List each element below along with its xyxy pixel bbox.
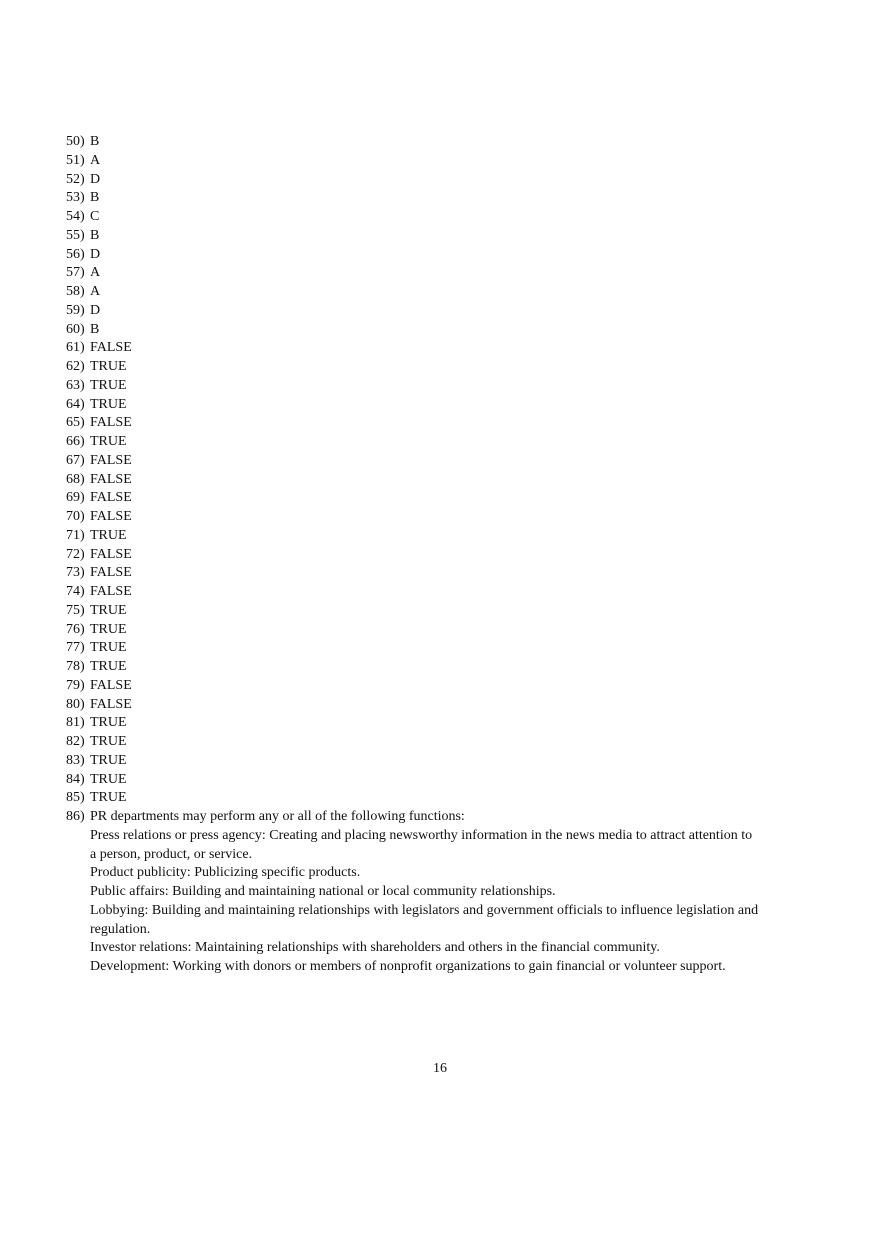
answer-value: FALSE bbox=[90, 696, 132, 712]
answer-number: 85) bbox=[66, 790, 85, 806]
answer-number: 55) bbox=[66, 227, 85, 243]
answer-value: TRUE bbox=[90, 771, 127, 787]
answer-value: TRUE bbox=[90, 359, 127, 374]
page-number: 16 bbox=[433, 1061, 447, 1076]
answer-value: TRUE bbox=[90, 659, 127, 674]
answer-row bbox=[66, 789, 786, 808]
answer-value: TRUE bbox=[90, 734, 127, 749]
answer-value: TRUE bbox=[90, 752, 127, 768]
answer-value: FALSE bbox=[90, 415, 132, 431]
essay-intro: PR departments may perform any or all of the following functions: bbox=[90, 809, 465, 824]
answer-value: C bbox=[90, 209, 100, 224]
answer-number: 52) bbox=[66, 171, 85, 187]
answer-row bbox=[66, 396, 786, 415]
answer-value: TRUE bbox=[90, 640, 127, 656]
essay-number: 86) bbox=[66, 809, 85, 824]
answer-number: 79) bbox=[66, 677, 85, 693]
answer-number: 65) bbox=[66, 415, 85, 431]
answer-row bbox=[66, 527, 786, 546]
answer-row bbox=[66, 733, 786, 752]
answer-value: D bbox=[90, 302, 101, 318]
answer-number: 50) bbox=[66, 134, 85, 149]
answer-number: 77) bbox=[66, 640, 85, 656]
essay-line-lobbying: Lobbying: Building and maintaining relationships with legislators and government officials to influence legislation and regulation. bbox=[90, 902, 759, 937]
answer-value: B bbox=[90, 227, 100, 243]
answer-row bbox=[66, 414, 786, 433]
answer-number: 66) bbox=[66, 434, 85, 449]
answer-row bbox=[66, 302, 786, 321]
answer-row bbox=[66, 602, 786, 621]
answer-value: TRUE bbox=[90, 715, 127, 731]
answer-number: 71) bbox=[66, 527, 85, 543]
answer-value: FALSE bbox=[90, 677, 132, 693]
essay-line-press-relations: Press relations or press agency: Creating and placing newsworthy information in the news media to attract attention to a person, product, or service. bbox=[90, 827, 753, 862]
answer-number: 74) bbox=[66, 584, 85, 599]
answer-key bbox=[66, 133, 786, 977]
answer-row bbox=[66, 508, 786, 527]
answer-number: 58) bbox=[66, 284, 85, 299]
answer-value: B bbox=[90, 190, 100, 206]
answer-number: 84) bbox=[66, 771, 85, 787]
answer-number: 76) bbox=[66, 621, 85, 637]
answer-value: TRUE bbox=[90, 396, 127, 412]
answer-row bbox=[66, 564, 786, 583]
answer-number: 61) bbox=[66, 340, 85, 356]
answer-row bbox=[66, 377, 786, 396]
answer-row bbox=[66, 546, 786, 565]
answer-number: 56) bbox=[66, 246, 85, 262]
answer-row bbox=[66, 639, 786, 658]
answer-number: 67) bbox=[66, 452, 85, 468]
answer-number: 64) bbox=[66, 396, 85, 412]
answer-number: 81) bbox=[66, 715, 85, 731]
answer-value: TRUE bbox=[90, 602, 127, 618]
answer-row bbox=[66, 264, 786, 283]
answer-value: FALSE bbox=[90, 452, 132, 468]
answer-value: FALSE bbox=[90, 546, 132, 562]
answer-value: TRUE bbox=[90, 621, 127, 637]
answer-list bbox=[66, 133, 786, 808]
answer-number: 69) bbox=[66, 490, 85, 506]
answer-number: 75) bbox=[66, 602, 85, 618]
answer-number: 54) bbox=[66, 209, 85, 224]
essay-line-investor-relations: Investor relations: Maintaining relationships with shareholders and others in the financial community. bbox=[90, 940, 660, 956]
answer-row bbox=[66, 283, 786, 302]
answer-row bbox=[66, 452, 786, 471]
answer-row bbox=[66, 471, 786, 490]
essay-answer bbox=[66, 808, 786, 977]
answer-row bbox=[66, 696, 786, 715]
answer-number: 57) bbox=[66, 265, 85, 281]
answer-row bbox=[66, 358, 786, 377]
answer-value: TRUE bbox=[90, 377, 127, 393]
answer-row bbox=[66, 433, 786, 452]
answer-row bbox=[66, 583, 786, 602]
answer-value: TRUE bbox=[90, 434, 127, 449]
answer-number: 60) bbox=[66, 321, 85, 337]
answer-row bbox=[66, 189, 786, 208]
answer-value: FALSE bbox=[90, 340, 132, 356]
answer-row bbox=[66, 321, 786, 340]
answer-number: 62) bbox=[66, 359, 85, 374]
essay-line-development: Development: Working with donors or members of nonprofit organizations to gain financial or volunteer support. bbox=[90, 959, 726, 974]
answer-row bbox=[66, 658, 786, 677]
answer-row bbox=[66, 208, 786, 227]
answer-value: TRUE bbox=[90, 790, 127, 806]
answer-number: 78) bbox=[66, 659, 85, 674]
answer-value: FALSE bbox=[90, 471, 132, 487]
answer-number: 70) bbox=[66, 509, 85, 524]
answer-number: 73) bbox=[66, 565, 85, 581]
answer-value: D bbox=[90, 171, 101, 187]
answer-row bbox=[66, 714, 786, 733]
answer-value: B bbox=[90, 321, 100, 337]
answer-row bbox=[66, 677, 786, 696]
answer-number: 63) bbox=[66, 377, 85, 393]
answer-value: FALSE bbox=[90, 584, 132, 599]
answer-row bbox=[66, 621, 786, 640]
essay-body bbox=[90, 808, 760, 977]
answer-row bbox=[66, 227, 786, 246]
answer-row bbox=[66, 133, 786, 152]
answer-number: 68) bbox=[66, 471, 85, 487]
answer-number: 82) bbox=[66, 734, 85, 749]
answer-row bbox=[66, 339, 786, 358]
answer-value: TRUE bbox=[90, 527, 127, 543]
answer-number: 83) bbox=[66, 752, 85, 768]
answer-row bbox=[66, 246, 786, 265]
answer-number: 59) bbox=[66, 302, 85, 318]
answer-value: A bbox=[90, 265, 101, 281]
answer-row bbox=[66, 489, 786, 508]
answer-row bbox=[66, 771, 786, 790]
essay-line-public-affairs: Public affairs: Building and maintaining national or local community relationships. bbox=[90, 884, 556, 899]
answer-value: D bbox=[90, 246, 101, 262]
answer-row bbox=[66, 152, 786, 171]
answer-row bbox=[66, 171, 786, 190]
answer-row bbox=[66, 752, 786, 771]
answer-value: FALSE bbox=[90, 490, 132, 506]
answer-value: FALSE bbox=[90, 509, 132, 524]
answer-value: B bbox=[90, 134, 100, 149]
answer-value: A bbox=[90, 152, 101, 168]
answer-value: A bbox=[90, 284, 101, 299]
answer-number: 72) bbox=[66, 546, 85, 562]
answer-number: 51) bbox=[66, 152, 85, 168]
answer-number: 80) bbox=[66, 696, 85, 712]
essay-line-product-publicity: Product publicity: Publicizing specific products. bbox=[90, 865, 361, 881]
answer-value: FALSE bbox=[90, 565, 132, 581]
answer-number: 53) bbox=[66, 190, 85, 206]
